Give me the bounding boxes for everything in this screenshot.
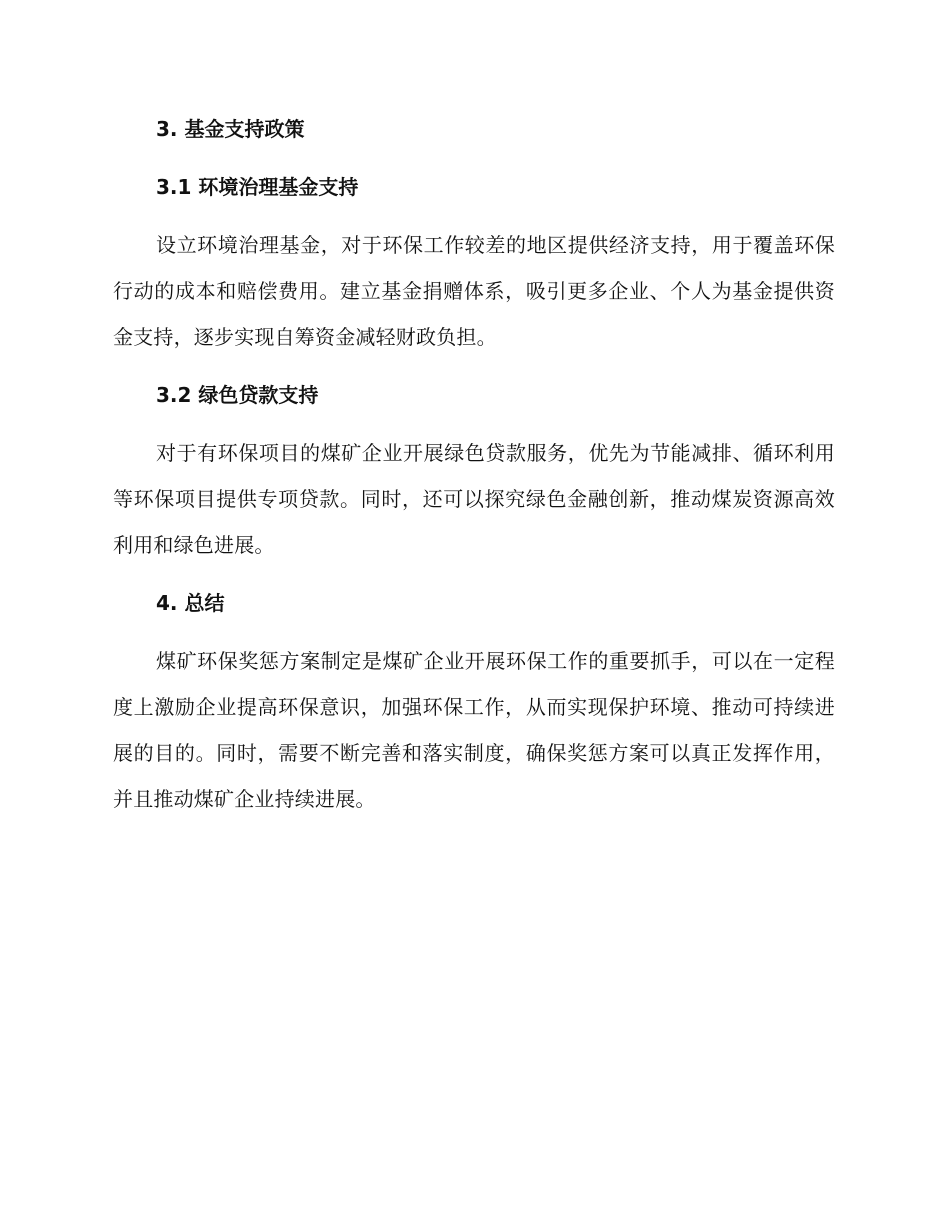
section-3-heading: 3. 基金支持政策 [156,117,305,141]
section-4-heading: 4. 总结 [156,591,225,615]
section-4-paragraph: 煤矿环保奖惩方案制定是煤矿企业开展环保工作的重要抓手，可以在一定程度上激励企业提高环保意识，加强环保工作，从而实现保护环境、推动可持续进展的目的。同时，需要不断完善和落实制度，确保奖惩方案可以真正发挥作用，并且推动煤矿企业持续进展。 [113,649,835,811]
section-3-2-heading: 3.2 绿色贷款支持 [156,383,319,407]
section-3-1-heading: 3.1 环境治理基金支持 [156,175,359,199]
section-3-2-paragraph: 对于有环保项目的煤矿企业开展绿色贷款服务，优先为节能减排、循环利用等环保项目提供专项贷款。同时，还可以探究绿色金融创新，推动煤炭资源高效利用和绿色进展。 [113,441,835,557]
document-body [113,106,835,822]
section-3-1-paragraph: 设立环境治理基金，对于环保工作较差的地区提供经济支持，用于覆盖环保行动的成本和赔偿费用。建立基金捐赠体系，吸引更多企业、个人为基金提供资金支持，逐步实现自筹资金减轻财政负担。 [113,233,835,349]
